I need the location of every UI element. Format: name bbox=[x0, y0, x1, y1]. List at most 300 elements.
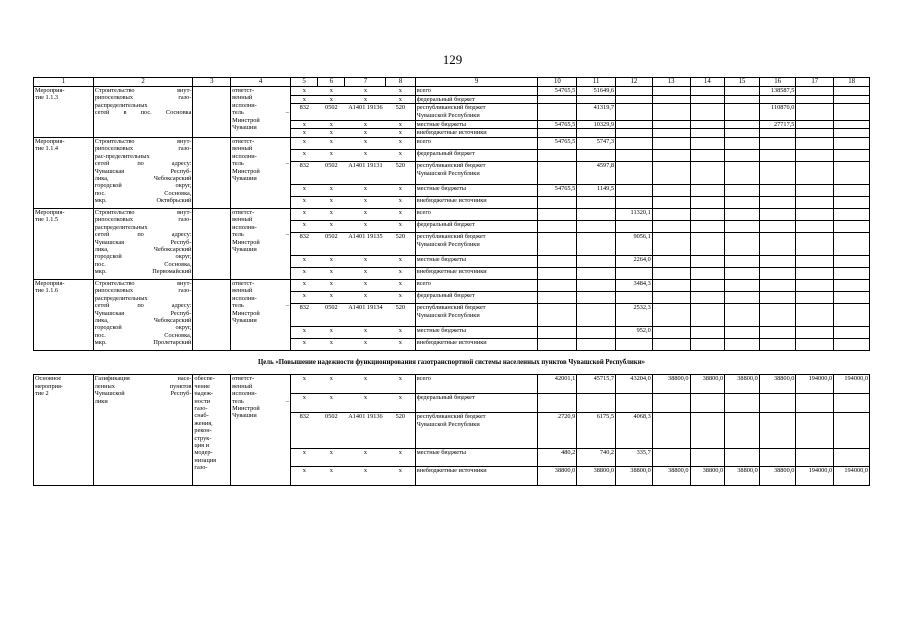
funding-value: 54765,5 bbox=[538, 120, 577, 129]
funding-value bbox=[796, 120, 834, 129]
funding-source-line: местные бюджеты bbox=[416, 120, 467, 128]
funding-value bbox=[796, 233, 834, 256]
funding-value: 38800,0 bbox=[725, 467, 760, 486]
measure-id-line: тие 1.1.3 bbox=[35, 94, 59, 102]
expense-type-code: 520 bbox=[386, 104, 415, 120]
funding-value: 952,0 bbox=[616, 326, 653, 338]
funding-value bbox=[690, 162, 725, 185]
funding-value bbox=[538, 326, 577, 338]
measure-description bbox=[93, 280, 193, 351]
funding-value bbox=[834, 394, 870, 413]
funding-value bbox=[759, 162, 796, 185]
responsible-executor-line: Чувашии bbox=[232, 175, 257, 183]
section-code: x bbox=[318, 129, 345, 138]
header-row bbox=[34, 78, 870, 87]
funding-value bbox=[796, 184, 834, 196]
funding-source bbox=[415, 95, 538, 104]
funding-value bbox=[652, 95, 690, 104]
funding-value bbox=[796, 394, 834, 413]
funding-value: 4597,8 bbox=[577, 162, 616, 185]
funding-value bbox=[796, 87, 834, 96]
funding-value bbox=[652, 267, 690, 279]
funding-value bbox=[652, 120, 690, 129]
table-row bbox=[34, 138, 870, 150]
section-code: x bbox=[318, 375, 345, 394]
measure-description-line: распределительных bbox=[94, 294, 148, 302]
funding-value bbox=[725, 184, 760, 196]
funding-source bbox=[415, 150, 538, 162]
funding-value bbox=[690, 304, 725, 327]
funding-value bbox=[834, 150, 870, 162]
measure-goal-task-line: низация bbox=[194, 456, 217, 464]
funding-value bbox=[834, 87, 870, 96]
target-article-code: x bbox=[345, 326, 386, 338]
page-number: 129 bbox=[442, 52, 463, 67]
funding-value bbox=[759, 280, 796, 292]
funding-value bbox=[834, 209, 870, 221]
grbs-code: x bbox=[290, 209, 317, 221]
measure-description-line: городской округ, bbox=[94, 324, 192, 332]
funding-value bbox=[690, 138, 725, 150]
funding-source bbox=[415, 233, 538, 256]
grbs-code: x bbox=[290, 150, 317, 162]
funding-value bbox=[652, 129, 690, 138]
responsible-executor-line: исполни- bbox=[232, 101, 257, 109]
funding-value bbox=[759, 150, 796, 162]
funding-value bbox=[690, 255, 725, 267]
funding-value: 38800,0 bbox=[759, 467, 796, 486]
funding-value bbox=[834, 338, 870, 350]
funding-value bbox=[796, 162, 834, 185]
funding-value bbox=[690, 95, 725, 104]
funding-value: 27717,5 bbox=[759, 120, 796, 129]
funding-source-line: федеральный бюджет bbox=[416, 221, 475, 229]
target-article-code: x bbox=[345, 338, 386, 350]
expense-type-code: x bbox=[386, 221, 415, 233]
responsible-executor bbox=[231, 209, 291, 280]
measure-description-line: сетей по адресу: bbox=[94, 302, 192, 310]
funding-value bbox=[690, 292, 725, 304]
funding-value bbox=[616, 104, 653, 120]
measure-description-line: пос. Сосновка, bbox=[94, 189, 192, 197]
responsible-executor-line: Минстрой bbox=[232, 309, 260, 317]
grbs-code: 832 bbox=[290, 104, 317, 120]
funding-value bbox=[796, 338, 834, 350]
funding-value bbox=[834, 292, 870, 304]
funding-value: 38800,0 bbox=[652, 375, 690, 394]
goal-row bbox=[34, 351, 870, 375]
target-article-code: x bbox=[345, 255, 386, 267]
column-number-7: 7 bbox=[345, 78, 386, 87]
measure-goal-task-line: ция и bbox=[194, 442, 210, 450]
funding-source-line: местные бюджеты bbox=[416, 326, 467, 334]
funding-source bbox=[415, 221, 538, 233]
funding-source-line: местные бюджеты bbox=[416, 184, 467, 192]
measure-description-line: мкр. Пролетарский bbox=[94, 339, 192, 347]
funding-value bbox=[759, 448, 796, 467]
target-article-code: x bbox=[345, 467, 386, 486]
measure-id-line: мероприя- bbox=[35, 382, 63, 390]
measure-id bbox=[34, 87, 94, 138]
funding-source-line: внебюджетные источники bbox=[416, 467, 487, 475]
measure-description bbox=[93, 138, 193, 209]
measure-id-line: тие 1.1.4 bbox=[35, 145, 59, 153]
funding-source-line: всего bbox=[416, 209, 431, 216]
funding-value bbox=[834, 304, 870, 327]
funding-source bbox=[415, 129, 538, 138]
funding-value bbox=[616, 221, 653, 233]
measure-description-line: ленных пунктов bbox=[94, 382, 192, 390]
responsible-executor-line: Минстрой bbox=[232, 238, 260, 246]
grbs-code: x bbox=[290, 375, 317, 394]
funding-value bbox=[725, 280, 760, 292]
funding-value bbox=[690, 209, 725, 221]
funding-value bbox=[759, 255, 796, 267]
measure-goal-task-line: жения, bbox=[194, 419, 213, 427]
funding-value bbox=[725, 138, 760, 150]
funding-value bbox=[652, 104, 690, 120]
funding-value bbox=[690, 267, 725, 279]
measure-description-line: сетей по адресу: bbox=[94, 231, 192, 239]
column-number-18: 18 bbox=[834, 78, 870, 87]
funding-value bbox=[725, 304, 760, 327]
measure-description-line: лика, Чебоксарский bbox=[94, 246, 192, 254]
grbs-code: x bbox=[290, 280, 317, 292]
measure-description-line: распределительных bbox=[94, 101, 148, 109]
funding-value bbox=[652, 138, 690, 150]
funding-value bbox=[690, 233, 725, 256]
funding-value bbox=[690, 196, 725, 208]
section-code: x bbox=[318, 280, 345, 292]
grbs-code: x bbox=[290, 255, 317, 267]
funding-value: 38800,0 bbox=[759, 375, 796, 394]
table-row bbox=[34, 280, 870, 292]
measure-description-line: сетей в пос. Сосновка bbox=[94, 109, 192, 117]
funding-value bbox=[652, 280, 690, 292]
funding-source-line: местные бюджеты bbox=[416, 448, 467, 456]
section-code: x bbox=[318, 448, 345, 467]
grbs-code: x bbox=[290, 467, 317, 486]
expense-type-code: x bbox=[386, 267, 415, 279]
funding-value bbox=[796, 304, 834, 327]
funding-value bbox=[690, 87, 725, 96]
expense-type-code: x bbox=[386, 95, 415, 104]
funding-source bbox=[415, 394, 538, 413]
funding-value bbox=[577, 304, 616, 327]
funding-value bbox=[690, 129, 725, 138]
funding-value: 38800,0 bbox=[616, 467, 653, 486]
grbs-code: x bbox=[290, 138, 317, 150]
expense-type-code: x bbox=[386, 184, 415, 196]
table-row bbox=[34, 375, 870, 394]
responsible-executor-line: Чувашии bbox=[232, 124, 257, 132]
section-code: 0502 bbox=[318, 413, 345, 449]
funding-source bbox=[415, 326, 538, 338]
target-article-code: x bbox=[345, 95, 386, 104]
measure-goal-task-line: надеж- bbox=[194, 390, 214, 398]
measure-description-line: рипоселковых газо- bbox=[94, 287, 192, 295]
target-article-code: x bbox=[345, 87, 386, 96]
funding-value bbox=[690, 326, 725, 338]
funding-value bbox=[690, 448, 725, 467]
target-article-code: А1401 19134 bbox=[345, 304, 386, 327]
grbs-code: 832 bbox=[290, 162, 317, 185]
empty-cell bbox=[193, 87, 231, 138]
funding-value: 1149,5 bbox=[577, 184, 616, 196]
funding-value bbox=[616, 95, 653, 104]
grbs-code: x bbox=[290, 129, 317, 138]
funding-value bbox=[725, 221, 760, 233]
funding-value bbox=[759, 267, 796, 279]
funding-value bbox=[796, 129, 834, 138]
funding-value bbox=[577, 394, 616, 413]
measure-goal-task-line: газо- bbox=[194, 464, 208, 472]
funding-value bbox=[725, 233, 760, 256]
funding-value bbox=[725, 267, 760, 279]
funding-value bbox=[834, 267, 870, 279]
funding-value bbox=[725, 104, 760, 120]
measure-id-line: Мероприя- bbox=[35, 87, 65, 94]
target-article-code: А1401 19131 bbox=[345, 162, 386, 185]
responsible-executor-line: исполни- bbox=[232, 294, 257, 302]
column-number-11: 11 bbox=[577, 78, 616, 87]
funding-value bbox=[538, 196, 577, 208]
measure-description-line: лика, Чебоксарский bbox=[94, 175, 192, 183]
funding-value bbox=[690, 338, 725, 350]
funding-source-line: Чувашской Республики bbox=[416, 169, 480, 177]
measure-description-line: рипоселковых газо- bbox=[94, 216, 192, 224]
section-code: x bbox=[318, 120, 345, 129]
funding-source-line: федеральный бюджет bbox=[416, 292, 475, 300]
funding-value bbox=[690, 120, 725, 129]
measure-id-line: Основное bbox=[35, 375, 62, 383]
column-number-2: 2 bbox=[93, 78, 193, 87]
funding-value bbox=[759, 292, 796, 304]
funding-source-line: Чувашской Республики bbox=[416, 240, 480, 248]
measure-description-line: лика, Чебоксарский bbox=[94, 317, 192, 325]
funding-value bbox=[725, 413, 760, 449]
target-article-code: x bbox=[345, 221, 386, 233]
funding-value bbox=[725, 209, 760, 221]
grbs-code: x bbox=[290, 196, 317, 208]
funding-value bbox=[652, 338, 690, 350]
target-article-code: x bbox=[345, 209, 386, 221]
funding-value bbox=[616, 196, 653, 208]
funding-source-line: всего bbox=[416, 138, 431, 145]
column-number-9: 9 bbox=[415, 78, 538, 87]
measure-description-line: Чувашская Респуб- bbox=[94, 309, 192, 317]
funding-value bbox=[834, 448, 870, 467]
section-code: x bbox=[318, 138, 345, 150]
funding-value bbox=[616, 150, 653, 162]
grbs-code: x bbox=[290, 394, 317, 413]
funding-value bbox=[834, 95, 870, 104]
funding-value: 42001,1 bbox=[538, 375, 577, 394]
grbs-code: x bbox=[290, 184, 317, 196]
funding-value bbox=[725, 338, 760, 350]
funding-source-line: республиканский бюджет bbox=[416, 162, 486, 170]
measure-description-line: рипоселковых газо- bbox=[94, 145, 192, 153]
funding-value bbox=[834, 233, 870, 256]
funding-value bbox=[759, 196, 796, 208]
measure-description-line: Чувашская Респуб- bbox=[94, 238, 192, 246]
funding-value: 38800,0 bbox=[577, 467, 616, 486]
funding-value bbox=[759, 138, 796, 150]
grbs-code: 832 bbox=[290, 233, 317, 256]
funding-source bbox=[415, 209, 538, 221]
funding-value bbox=[577, 129, 616, 138]
funding-value: 194000,0 bbox=[834, 375, 870, 394]
funding-value bbox=[796, 326, 834, 338]
funding-value: 41319,7 bbox=[577, 104, 616, 120]
funding-value bbox=[652, 413, 690, 449]
funding-value bbox=[725, 326, 760, 338]
funding-value: 38800,0 bbox=[690, 467, 725, 486]
responsible-executor-line: тель – bbox=[232, 109, 289, 117]
funding-value bbox=[690, 221, 725, 233]
empty-cell bbox=[193, 138, 231, 209]
funding-value bbox=[538, 233, 577, 256]
funding-value bbox=[652, 326, 690, 338]
funding-source bbox=[415, 280, 538, 292]
responsible-executor-line: исполни- bbox=[232, 152, 257, 160]
responsible-executor bbox=[231, 87, 291, 138]
funding-value bbox=[652, 87, 690, 96]
funding-value bbox=[796, 150, 834, 162]
responsible-executor-line: ответст- bbox=[232, 280, 255, 287]
funding-value bbox=[834, 104, 870, 120]
funding-value bbox=[652, 448, 690, 467]
responsible-executor-line: тель – bbox=[232, 397, 289, 405]
section-code: x bbox=[318, 338, 345, 350]
funding-value bbox=[834, 326, 870, 338]
funding-value: 335,7 bbox=[616, 448, 653, 467]
measure-id-line: тие 2 bbox=[35, 390, 49, 398]
grbs-code: x bbox=[290, 292, 317, 304]
funding-value bbox=[616, 129, 653, 138]
section-code: x bbox=[318, 394, 345, 413]
expense-type-code: 520 bbox=[386, 233, 415, 256]
target-article-code: x bbox=[345, 196, 386, 208]
section-code: 0502 bbox=[318, 104, 345, 120]
funding-value bbox=[759, 95, 796, 104]
expense-type-code: 520 bbox=[386, 162, 415, 185]
funding-value bbox=[725, 394, 760, 413]
funding-source-line: внебюджетные источники bbox=[416, 338, 487, 346]
measure-description-line: Строительство внут- bbox=[94, 209, 192, 216]
section-code: x bbox=[318, 467, 345, 486]
funding-value bbox=[538, 221, 577, 233]
measure-id bbox=[34, 209, 94, 280]
funding-value bbox=[834, 413, 870, 449]
responsible-executor-line: тель – bbox=[232, 302, 289, 310]
funding-value bbox=[616, 120, 653, 129]
section-code: x bbox=[318, 267, 345, 279]
funding-value bbox=[577, 150, 616, 162]
funding-source bbox=[415, 196, 538, 208]
funding-value bbox=[616, 267, 653, 279]
measure-id-line: Мероприя- bbox=[35, 138, 65, 145]
responsible-executor-line: венный bbox=[232, 382, 253, 390]
funding-value bbox=[652, 162, 690, 185]
grbs-code: x bbox=[290, 267, 317, 279]
expense-type-code: x bbox=[386, 375, 415, 394]
measure-id bbox=[34, 138, 94, 209]
target-article-code: x bbox=[345, 448, 386, 467]
funding-value bbox=[652, 150, 690, 162]
funding-value bbox=[796, 138, 834, 150]
target-article-code: x bbox=[345, 120, 386, 129]
funding-value: 4068,3 bbox=[616, 413, 653, 449]
funding-value bbox=[796, 280, 834, 292]
measure-goal-task-line: ности bbox=[194, 397, 211, 405]
column-number-14: 14 bbox=[690, 78, 725, 87]
funding-source bbox=[415, 304, 538, 327]
funding-value bbox=[690, 413, 725, 449]
responsible-executor-line: венный bbox=[232, 145, 253, 153]
measure-description-line: лики bbox=[94, 397, 108, 405]
column-number-4: 4 bbox=[231, 78, 291, 87]
grbs-code: x bbox=[290, 95, 317, 104]
funding-source-line: Чувашской Республики bbox=[416, 311, 480, 319]
funding-value bbox=[725, 162, 760, 185]
funding-source bbox=[415, 138, 538, 150]
funding-value bbox=[759, 129, 796, 138]
funding-value: 110870,0 bbox=[759, 104, 796, 120]
funding-value bbox=[796, 267, 834, 279]
responsible-executor bbox=[231, 138, 291, 209]
funding-value bbox=[577, 233, 616, 256]
funding-value bbox=[577, 267, 616, 279]
target-article-code: x bbox=[345, 375, 386, 394]
funding-value bbox=[616, 138, 653, 150]
funding-source bbox=[415, 104, 538, 120]
measure-description-line: городской округ, bbox=[94, 253, 192, 261]
expense-type-code: x bbox=[386, 120, 415, 129]
section-code: x bbox=[318, 184, 345, 196]
target-article-code: x bbox=[345, 184, 386, 196]
funding-value bbox=[796, 104, 834, 120]
funding-value: 43204,0 bbox=[616, 375, 653, 394]
funding-value: 38800,0 bbox=[538, 467, 577, 486]
section-code: 0502 bbox=[318, 162, 345, 185]
grbs-code: x bbox=[290, 221, 317, 233]
measure-goal-task-line: рекон- bbox=[194, 427, 212, 435]
funding-value bbox=[796, 95, 834, 104]
column-number-1: 1 bbox=[34, 78, 94, 87]
funding-source-line: внебюджетные источники bbox=[416, 129, 487, 137]
funding-value bbox=[577, 255, 616, 267]
measure-id-line: тие 1.1.6 bbox=[35, 287, 59, 295]
expense-type-code: x bbox=[386, 87, 415, 96]
expense-type-code: x bbox=[386, 467, 415, 486]
funding-value: 138587,5 bbox=[759, 87, 796, 96]
funding-value bbox=[652, 184, 690, 196]
funding-value: 2720,9 bbox=[538, 413, 577, 449]
expense-type-code: x bbox=[386, 129, 415, 138]
measure-description-line: Чувашской Респуб- bbox=[94, 390, 192, 398]
measure-id bbox=[34, 375, 94, 486]
funding-source-line: местные бюджеты bbox=[416, 255, 467, 263]
table-row bbox=[34, 209, 870, 221]
funding-value bbox=[690, 280, 725, 292]
funding-value bbox=[577, 95, 616, 104]
funding-value: 51649,6 bbox=[577, 87, 616, 96]
measure-description-line: Чувашская Респуб- bbox=[94, 167, 192, 175]
funding-value bbox=[759, 326, 796, 338]
funding-value bbox=[834, 255, 870, 267]
measure-description-line: мкр. Первомайский bbox=[94, 268, 192, 276]
